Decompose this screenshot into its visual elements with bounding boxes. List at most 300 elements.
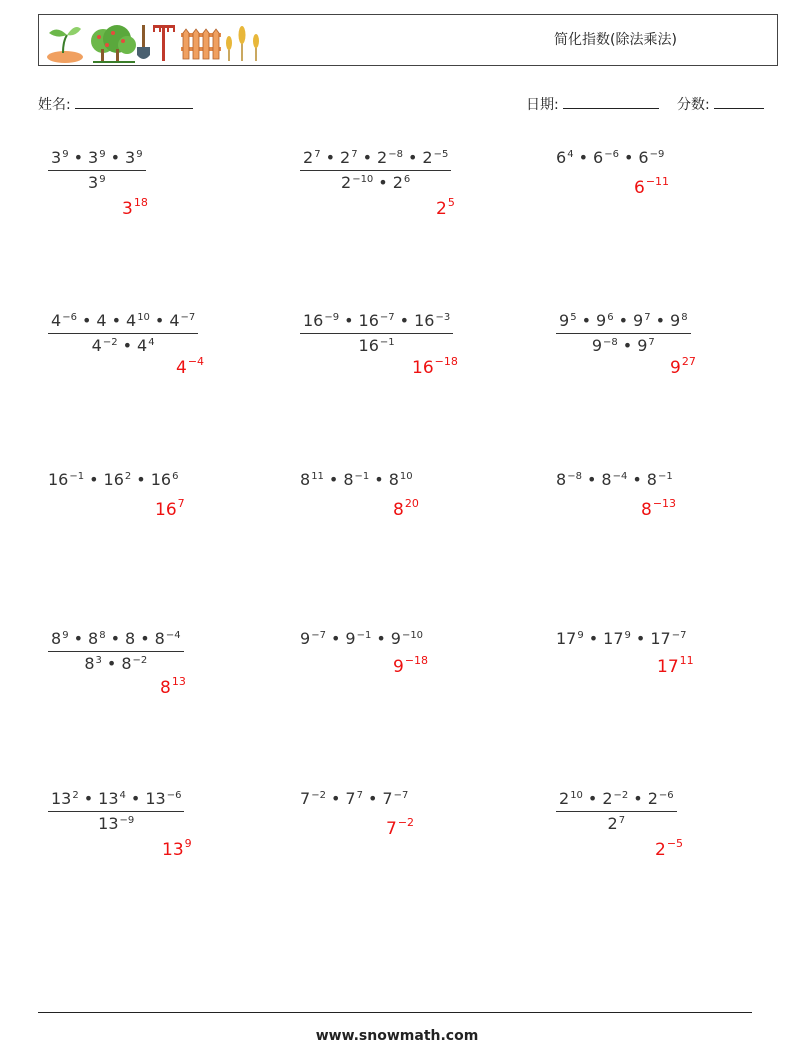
power-term [345, 629, 371, 648]
exponent: 6 [607, 312, 614, 323]
base: 3 [88, 173, 99, 192]
multiply-dot: • [73, 629, 83, 648]
fraction [300, 311, 453, 355]
problem-item [556, 629, 794, 749]
answer-exponent: −18 [404, 654, 429, 667]
base: 13 [51, 789, 72, 808]
exponent: 10 [137, 312, 150, 323]
power-term [300, 629, 326, 648]
exponent: 2 [124, 471, 132, 482]
problem-item [48, 148, 288, 268]
power-term [88, 173, 106, 192]
numerator [300, 311, 453, 330]
power-term [341, 173, 373, 192]
base: 9 [345, 629, 356, 648]
answer [670, 355, 696, 378]
numerator [48, 629, 184, 648]
power-term [377, 148, 403, 167]
exponent: 7 [351, 149, 358, 160]
base: 4 [91, 336, 102, 355]
date-blank[interactable] [563, 107, 659, 109]
power-term [126, 311, 150, 330]
answer [393, 654, 429, 677]
multiply-dot: • [632, 470, 642, 489]
power-term [125, 629, 135, 648]
answer [162, 837, 192, 860]
base: 4 [137, 336, 148, 355]
answer [436, 196, 455, 219]
fraction-bar [300, 333, 453, 334]
answer-exponent: −18 [434, 355, 458, 368]
exponent: 4 [148, 337, 155, 348]
exponent: −1 [356, 630, 372, 641]
answer-exponent: 27 [681, 355, 696, 368]
exponent: −7 [393, 790, 409, 801]
answer-exponent: 5 [447, 196, 455, 209]
exponent: −4 [165, 630, 181, 641]
fraction-bar [48, 811, 184, 812]
answer [655, 837, 684, 860]
power-term [343, 470, 369, 489]
power-term [559, 789, 583, 808]
answer-exponent: 7 [177, 497, 185, 510]
base: 2 [422, 148, 433, 167]
base: 2 [303, 148, 314, 167]
name-blank[interactable] [75, 107, 193, 109]
expression [556, 470, 673, 489]
multiply-dot: • [655, 311, 665, 330]
numerator [556, 311, 691, 330]
answer-base: 2 [436, 199, 447, 219]
date-label: 日期: [526, 97, 559, 113]
base: 16 [358, 311, 379, 330]
exponent: 10 [570, 790, 583, 801]
power-term [104, 470, 132, 489]
answer-exponent: −2 [397, 816, 415, 829]
score-label: 分数: [677, 97, 710, 113]
exponent: −9 [649, 149, 665, 160]
base: 17 [603, 629, 624, 648]
expression [556, 148, 664, 167]
power-term [593, 148, 619, 167]
multiply-dot: • [136, 470, 146, 489]
power-term [608, 814, 626, 833]
answer-base: 4 [176, 358, 187, 378]
problem-item [300, 470, 540, 590]
power-term [340, 148, 358, 167]
power-term [345, 789, 363, 808]
answer-exponent: −5 [666, 837, 684, 850]
base: 13 [98, 814, 119, 833]
answer-exponent: −4 [187, 355, 205, 368]
power-term [48, 470, 84, 489]
tree-icon [91, 25, 136, 63]
base: 13 [145, 789, 166, 808]
base: 13 [98, 789, 119, 808]
base: 9 [390, 629, 401, 648]
multiply-dot: • [633, 789, 643, 808]
footer-divider [38, 1012, 752, 1013]
denominator [48, 173, 146, 192]
exponent: 8 [99, 630, 106, 641]
base: 16 [303, 311, 324, 330]
power-term [592, 336, 618, 355]
base: 2 [341, 173, 352, 192]
exponent: 9 [624, 630, 631, 641]
power-term [51, 148, 69, 167]
power-term [670, 311, 688, 330]
exponent: 6 [172, 471, 179, 482]
power-term [98, 789, 126, 808]
answer [641, 497, 677, 520]
answer-base: 7 [386, 819, 397, 839]
page-title: 简化指数(除法乘法) [554, 32, 677, 48]
power-term [300, 789, 326, 808]
shovel-icon [137, 25, 150, 59]
base: 8 [51, 629, 62, 648]
fraction [48, 789, 184, 833]
answer-exponent: 13 [171, 675, 186, 688]
numerator [48, 148, 146, 167]
exponent: 11 [311, 471, 324, 482]
power-term [603, 629, 631, 648]
exponent: 7 [648, 337, 655, 348]
problem-item [48, 311, 288, 431]
exponent: −8 [567, 471, 582, 482]
exponent: 7 [618, 815, 626, 826]
answer-base: 2 [655, 840, 666, 860]
exponent: 6 [403, 174, 411, 185]
name-label: 姓名: [38, 97, 71, 113]
multiply-dot: • [81, 311, 92, 330]
exponent: 9 [577, 630, 584, 641]
answer [155, 497, 185, 520]
multiply-dot: • [111, 311, 121, 330]
answer [386, 816, 415, 839]
header-box [38, 14, 778, 66]
power-term [125, 148, 143, 167]
answer-base: 8 [641, 500, 652, 520]
fraction-bar [556, 811, 677, 812]
answer-base: 6 [634, 178, 645, 198]
answer [634, 175, 670, 198]
exponent: 2 [72, 790, 79, 801]
fraction [556, 789, 677, 833]
fraction-bar [556, 333, 691, 334]
fraction-bar [48, 651, 184, 652]
rake-icon [153, 25, 175, 61]
power-term [647, 470, 673, 489]
answer [122, 196, 148, 219]
fraction [48, 629, 184, 673]
multiply-dot: • [367, 789, 378, 808]
answer-base: 9 [670, 358, 681, 378]
base: 2 [340, 148, 351, 167]
expression [300, 789, 408, 808]
base: 8 [125, 629, 136, 648]
power-term [556, 148, 574, 167]
answer-exponent: 18 [133, 196, 148, 209]
base: 16 [103, 470, 124, 489]
base: 8 [556, 470, 567, 489]
power-term [596, 311, 614, 330]
power-term [145, 789, 181, 808]
multiply-dot: • [89, 470, 99, 489]
base: 8 [154, 629, 165, 648]
exponent: −1 [379, 337, 395, 348]
multiply-dot: • [328, 470, 339, 489]
multiply-dot: • [407, 148, 418, 167]
multiply-dot: • [622, 336, 633, 355]
exponent: −6 [658, 790, 674, 801]
exponent: 7 [356, 790, 363, 801]
base: 2 [392, 173, 403, 192]
exponent: −2 [311, 790, 326, 801]
multiply-dot: • [635, 629, 646, 648]
power-term [84, 654, 102, 673]
exponent: 10 [399, 471, 413, 482]
base: 16 [150, 470, 172, 489]
denominator [556, 814, 677, 833]
exponent: 4 [119, 790, 126, 801]
exponent: −8 [388, 149, 403, 160]
name-field [38, 94, 193, 114]
fraction-bar [48, 333, 198, 334]
multiply-dot: • [325, 148, 335, 167]
base: 9 [591, 336, 602, 355]
answer-base: 8 [393, 500, 404, 520]
exponent: −2 [132, 655, 148, 666]
problem-item [300, 148, 540, 268]
exponent: −5 [433, 149, 449, 160]
base: 7 [345, 789, 356, 808]
base: 8 [388, 470, 399, 489]
base: 7 [300, 789, 311, 808]
base: 8 [88, 629, 99, 648]
base: 3 [88, 148, 99, 167]
exponent: 8 [681, 312, 688, 323]
exponent: −1 [354, 471, 370, 482]
exponent: 7 [314, 149, 321, 160]
power-term [121, 654, 147, 673]
answer [176, 355, 205, 378]
multiply-dot: • [140, 629, 150, 648]
power-term [359, 336, 395, 355]
exponent: 4 [567, 149, 574, 160]
base: 17 [650, 629, 671, 648]
exponent: −6 [604, 149, 619, 160]
base: 9 [670, 311, 681, 330]
exponent: −10 [352, 174, 374, 185]
base: 3 [51, 148, 62, 167]
power-term [300, 470, 324, 489]
base: 16 [358, 336, 379, 355]
base: 4 [126, 311, 137, 330]
power-term [650, 629, 686, 648]
base: 4 [96, 311, 107, 330]
exponent: −2 [102, 337, 118, 348]
base: 4 [169, 311, 180, 330]
base: 6 [556, 148, 567, 167]
power-term [602, 789, 628, 808]
power-term [359, 311, 395, 330]
exponent: −10 [401, 630, 424, 641]
power-term [601, 470, 627, 489]
base: 9 [559, 311, 570, 330]
power-term [389, 470, 413, 489]
exponent: 5 [570, 312, 577, 323]
answer [412, 355, 458, 378]
power-term [303, 311, 339, 330]
power-term [155, 629, 181, 648]
fraction-bar [48, 170, 146, 171]
header-icons [43, 19, 267, 63]
base: 8 [300, 470, 311, 489]
exponent: −1 [657, 471, 673, 482]
multiply-dot: • [399, 311, 410, 330]
exponent: −9 [119, 815, 135, 826]
multiply-dot: • [83, 789, 94, 808]
multiply-dot: • [586, 470, 597, 489]
base: 8 [601, 470, 612, 489]
multiply-dot: • [618, 311, 628, 330]
problem-item [48, 470, 288, 590]
power-term [638, 148, 664, 167]
base: 17 [556, 629, 577, 648]
multiply-dot: • [130, 789, 141, 808]
exponent: −8 [603, 337, 618, 348]
exponent: −7 [311, 630, 326, 641]
power-term [51, 789, 79, 808]
denominator [300, 336, 453, 355]
multiply-dot: • [588, 629, 599, 648]
answer-base: 16 [412, 358, 434, 378]
multiply-dot: • [376, 629, 386, 648]
multiply-dot: • [374, 470, 384, 489]
answer-exponent: 20 [404, 497, 419, 510]
date-field [526, 94, 659, 114]
problem-item [556, 148, 794, 268]
power-term [151, 470, 179, 489]
base: 6 [638, 148, 649, 167]
base: 16 [48, 470, 69, 489]
multiply-dot: • [581, 311, 591, 330]
answer-base: 16 [155, 500, 177, 520]
multiply-dot: • [344, 311, 354, 330]
numerator [48, 311, 198, 330]
fraction [556, 311, 691, 355]
base: 9 [300, 629, 311, 648]
exponent: −2 [613, 790, 629, 801]
multiply-dot: • [122, 336, 133, 355]
answer-base: 13 [162, 840, 184, 860]
answer [657, 654, 694, 677]
footer-url: www.snowmath.com [315, 1028, 479, 1044]
power-term [92, 336, 118, 355]
base: 4 [51, 311, 62, 330]
exponent: −7 [379, 312, 395, 323]
base: 8 [343, 470, 354, 489]
power-term [88, 148, 106, 167]
numerator [556, 789, 677, 808]
power-term [556, 629, 584, 648]
problem-item [300, 629, 540, 749]
base: 2 [602, 789, 613, 808]
denominator [556, 336, 691, 355]
multiply-dot: • [330, 629, 341, 648]
answer-exponent: 11 [679, 654, 694, 667]
score-blank[interactable] [714, 107, 764, 109]
multiply-dot: • [73, 148, 83, 167]
fraction [300, 148, 451, 192]
multiply-dot: • [378, 173, 388, 192]
power-term [648, 789, 674, 808]
base: 9 [637, 336, 648, 355]
fraction [48, 311, 198, 355]
exponent: −6 [166, 790, 182, 801]
multiply-dot: • [362, 148, 372, 167]
expression [300, 470, 413, 489]
power-term [98, 814, 134, 833]
power-term [51, 629, 69, 648]
base: 8 [84, 654, 95, 673]
denominator [48, 336, 198, 355]
fraction [48, 148, 146, 192]
denominator [300, 173, 451, 192]
power-term [637, 336, 655, 355]
fence-icon [181, 29, 221, 59]
answer-base: 17 [657, 657, 679, 677]
power-term [391, 629, 423, 648]
expression [48, 470, 178, 489]
power-term [422, 148, 448, 167]
power-term [169, 311, 195, 330]
exponent: 3 [95, 655, 102, 666]
expression [556, 629, 686, 648]
answer-exponent: −13 [652, 497, 677, 510]
power-term [88, 629, 106, 648]
power-term [51, 311, 77, 330]
power-term [559, 311, 577, 330]
denominator [48, 814, 184, 833]
answer-base: 3 [122, 199, 133, 219]
base: 2 [377, 148, 388, 167]
multiply-dot: • [110, 148, 120, 167]
exponent: −9 [324, 312, 340, 323]
power-term [414, 311, 450, 330]
power-term [633, 311, 651, 330]
problem-item [556, 470, 794, 590]
power-term [137, 336, 155, 355]
power-term [382, 789, 408, 808]
exponent: −4 [612, 471, 628, 482]
multiply-dot: • [330, 789, 341, 808]
exponent: 9 [136, 149, 143, 160]
exponent: −7 [180, 312, 196, 323]
answer-exponent: 9 [184, 837, 192, 850]
exponent: −6 [62, 312, 77, 323]
wheat-icon [226, 26, 259, 61]
power-term [96, 311, 106, 330]
base: 9 [596, 311, 607, 330]
problem-item [300, 789, 540, 909]
sprout-icon [47, 27, 83, 63]
power-term [556, 470, 582, 489]
base: 9 [633, 311, 644, 330]
exponent: −1 [69, 471, 85, 482]
denominator [48, 654, 184, 673]
exponent: −3 [435, 312, 451, 323]
